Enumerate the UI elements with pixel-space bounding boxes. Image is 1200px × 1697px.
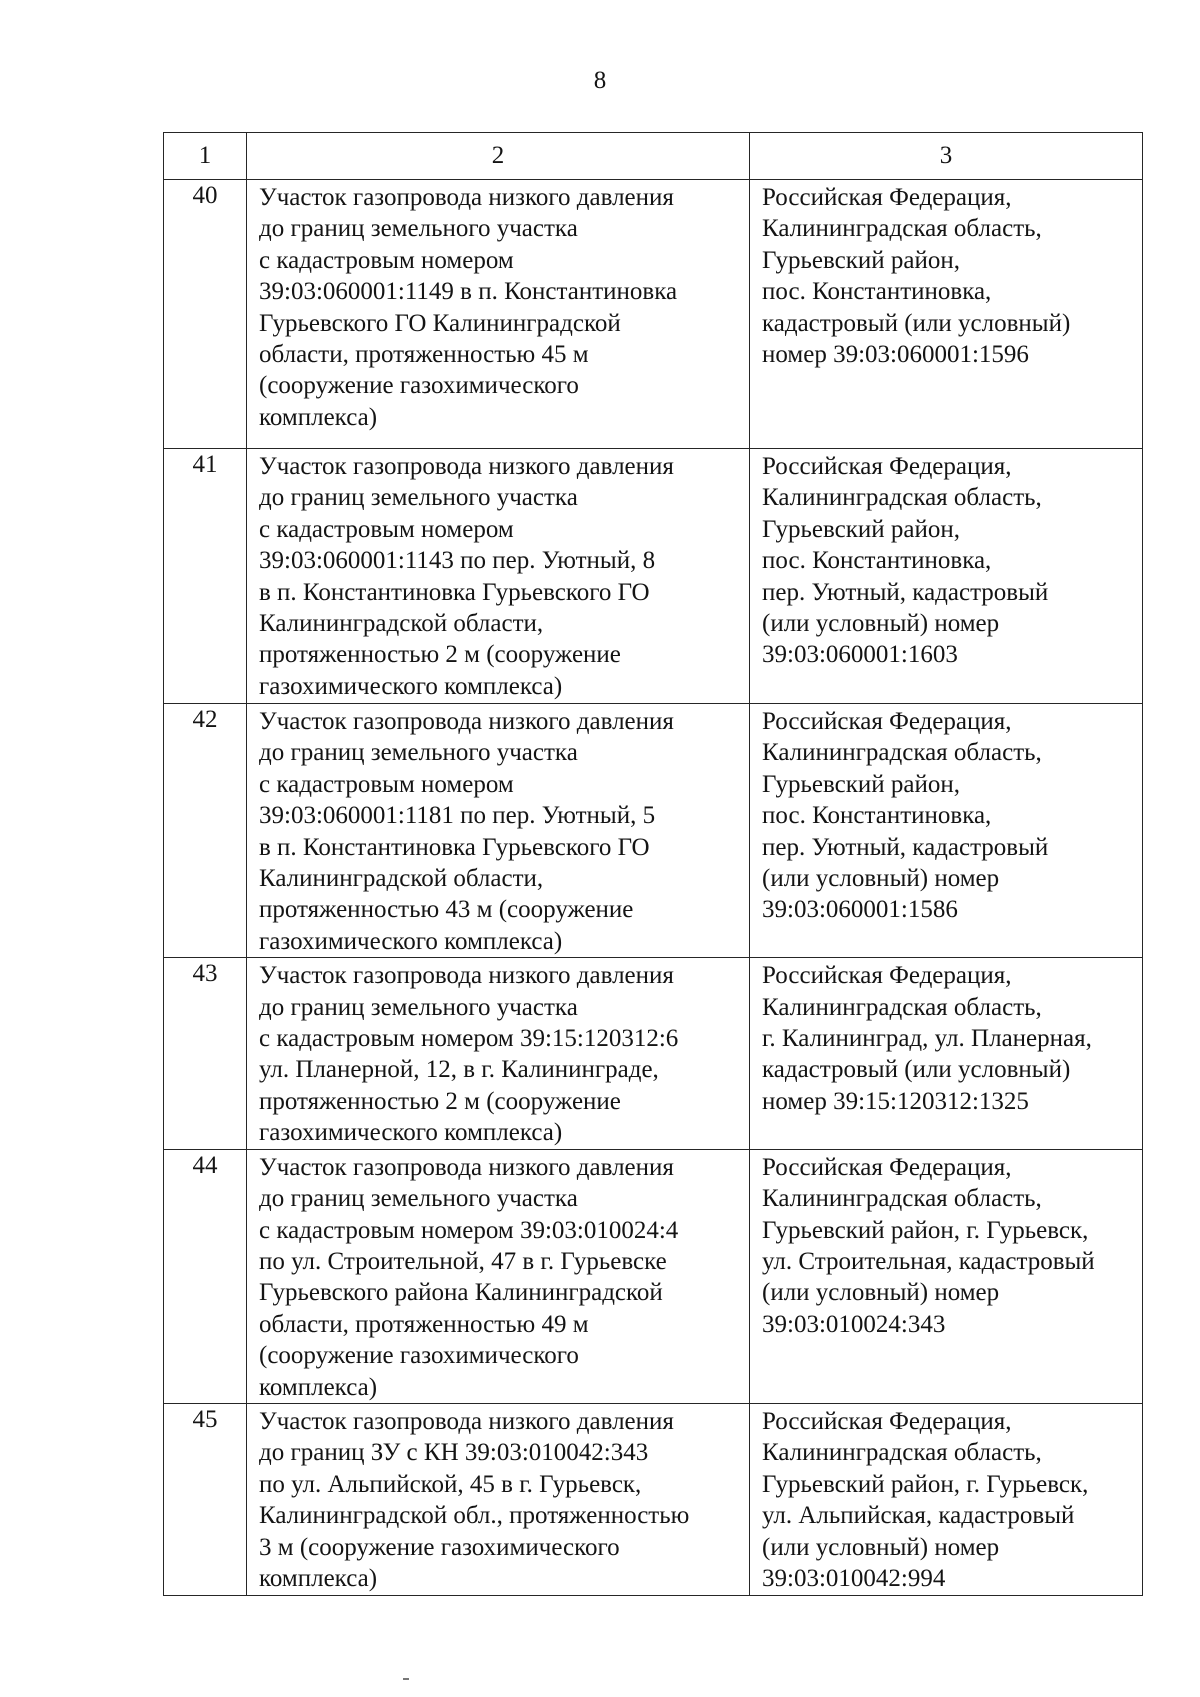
table-row: [164, 1403, 1143, 1595]
column-number-1: 1: [164, 133, 247, 180]
object-description: Участок газопровода низкого давления до границ земельного участка с кадастровым номером 39:03:060001:1149 в п. Константиновка Гурьевского ГО Калининградской области, протяженностью 45 м (сооружение газохимического комплекса): [247, 180, 750, 449]
row-number: 41: [164, 449, 247, 704]
column-number-2: 2: [247, 133, 750, 180]
object-location: Российская Федерация, Калининградская область, Гурьевский район, г. Гурьевск, ул. Строительная, кадастровый (или условный) номер 39:03:010024:343: [750, 1149, 1143, 1403]
table-row: [164, 704, 1143, 958]
object-location: Российская Федерация, Калининградская область, Гурьевский район, пос. Константиновка, кадастровый (или условный) номер 39:03:060001:1596: [750, 180, 1143, 449]
table-row: [164, 449, 1143, 704]
row-number: 44: [164, 1149, 247, 1403]
object-location: Российская Федерация, Калининградская область, г. Калининград, ул. Планерная, кадастровый (или условный) номер 39:15:120312:1325: [750, 958, 1143, 1149]
object-description: Участок газопровода низкого давления до границ ЗУ с КН 39:03:010042:343 по ул. Альпийской, 45 в г. Гурьевск, Калининградской обл., протяженностью 3 м (сооружение газохимического комплекса): [247, 1403, 750, 1595]
table-row: [164, 180, 1143, 449]
row-number: 45: [164, 1403, 247, 1595]
row-number: 42: [164, 704, 247, 958]
object-description: Участок газопровода низкого давления до границ земельного участка с кадастровым номером 39:15:120312:6 ул. Планерной, 12, в г. Калининграде, протяженностью 2 м (сооружение газохимического комплекса): [247, 958, 750, 1149]
table-row: [164, 958, 1143, 1149]
registry-table: [163, 132, 1143, 1596]
scan-mark: [403, 1678, 409, 1680]
object-location: Российская Федерация, Калининградская область, Гурьевский район, пос. Константиновка, пер. Уютный, кадастровый (или условный) номер 39:03:060001:1603: [750, 449, 1143, 704]
object-description: Участок газопровода низкого давления до границ земельного участка с кадастровым номером 39:03:060001:1143 по пер. Уютный, 8 в п. Константиновка Гурьевского ГО Калининградской области, протяженностью 2 м (сооружение газохимического комплекса): [247, 449, 750, 704]
table-row: [164, 1149, 1143, 1403]
object-description: Участок газопровода низкого давления до границ земельного участка с кадастровым номером 39:03:010024:4 по ул. Строительной, 47 в г. Гурьевске Гурьевского района Калининградской области, протяженностью 49 м (сооружение газохимического комплекса): [247, 1149, 750, 1403]
table-header-row: [164, 133, 1143, 180]
row-number: 40: [164, 180, 247, 449]
object-description: Участок газопровода низкого давления до границ земельного участка с кадастровым номером 39:03:060001:1181 по пер. Уютный, 5 в п. Константиновка Гурьевского ГО Калининградской области, протяженностью 43 м (сооружение газохимического комплекса): [247, 704, 750, 958]
page-number: 8: [593, 67, 607, 94]
object-location: Российская Федерация, Калининградская область, Гурьевский район, г. Гурьевск, ул. Альпийская, кадастровый (или условный) номер 39:03:010042:994: [750, 1403, 1143, 1595]
row-number: 43: [164, 958, 247, 1149]
object-location: Российская Федерация, Калининградская область, Гурьевский район, пос. Константиновка, пер. Уютный, кадастровый (или условный) номер 39:03:060001:1586: [750, 704, 1143, 958]
column-number-3: 3: [750, 133, 1143, 180]
